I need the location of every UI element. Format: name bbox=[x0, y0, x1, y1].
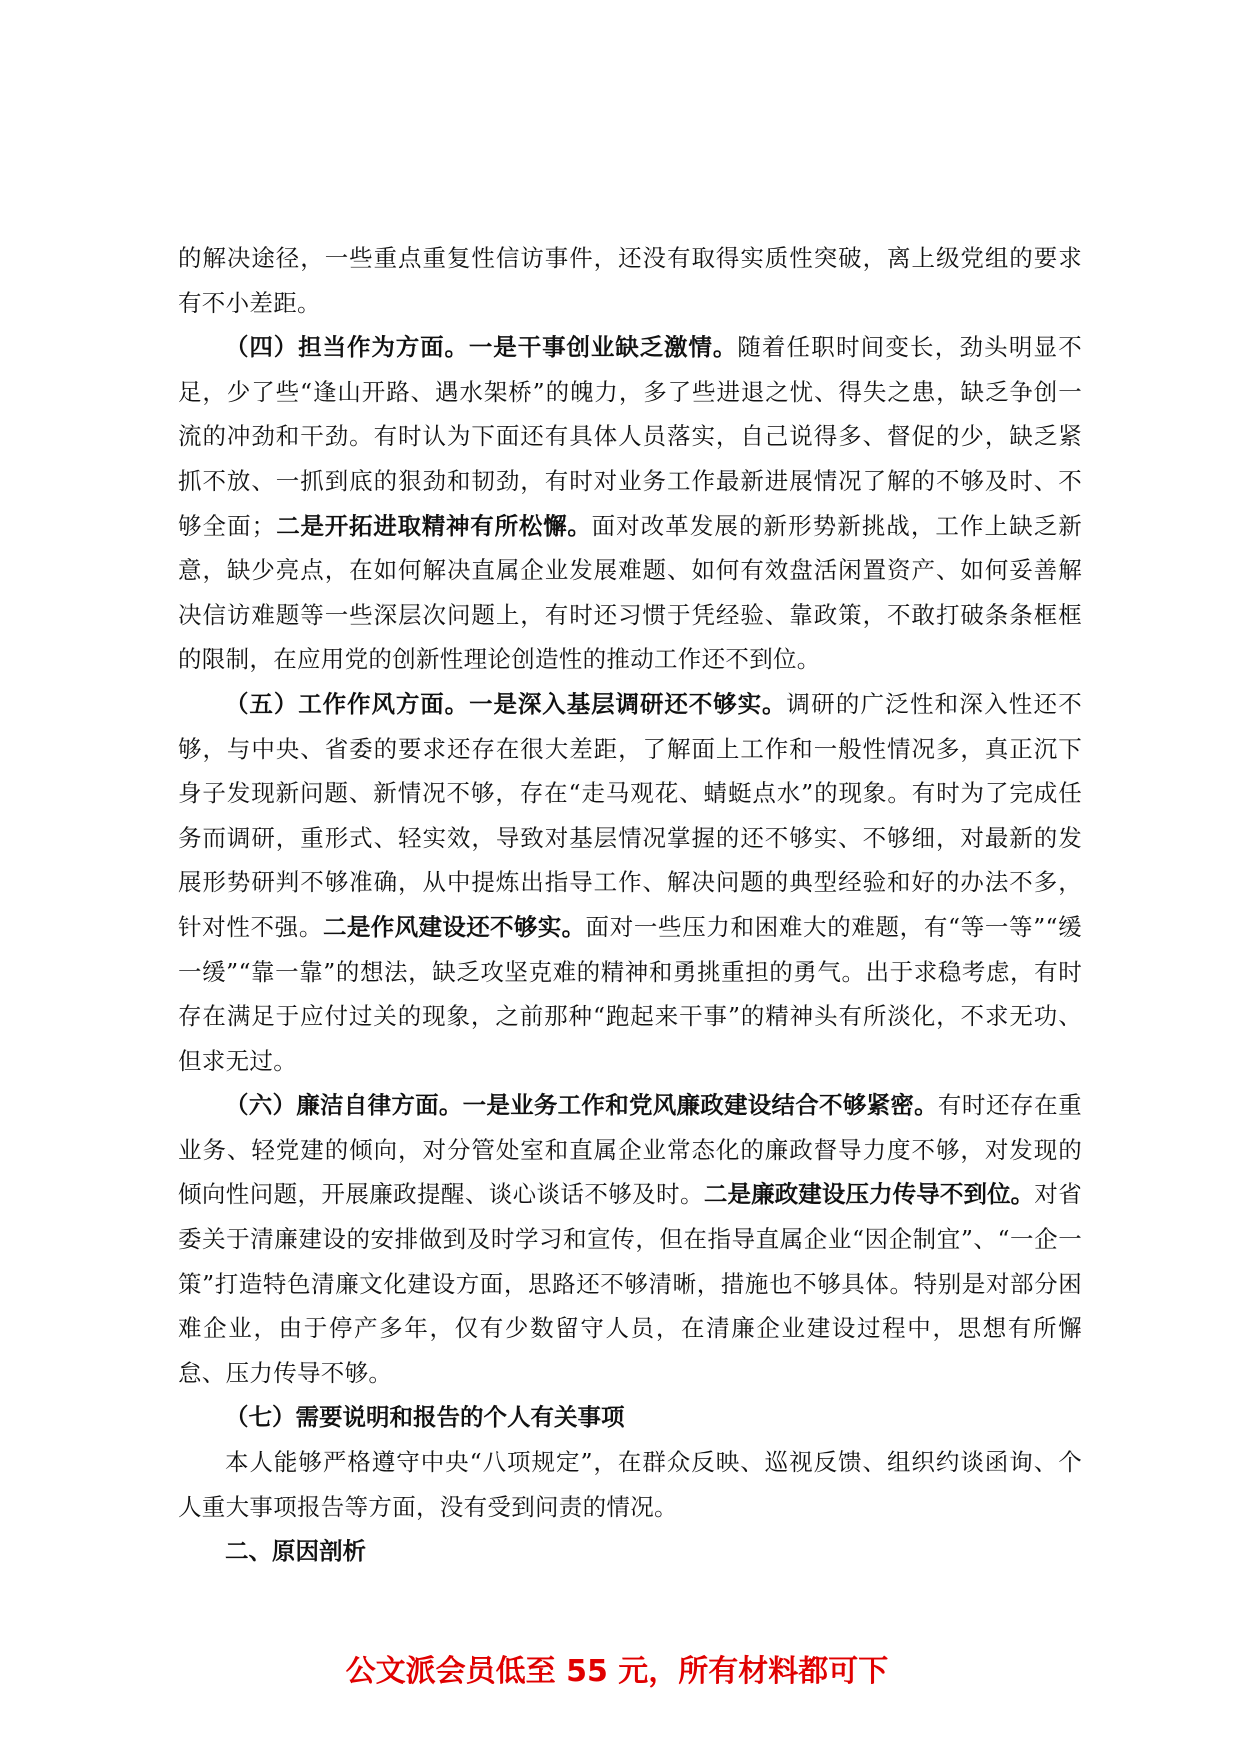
paragraph-section-4 bbox=[178, 325, 1082, 682]
paragraph-text: 本人能够严格遵守中央“八项规定”，在群众反映、巡视反馈、组织约谈函询、个人重大事项报告等方面，没有受到问责的情况。 bbox=[178, 1448, 1082, 1521]
paragraph-section-5 bbox=[178, 682, 1082, 1083]
paragraph-section-7 bbox=[178, 1440, 1082, 1529]
paragraph-continuation bbox=[178, 236, 1082, 325]
paragraph-text: 调研的广泛性和深入性还不够，与中央、省委的要求还存在很大差距，了解面上工作和一般性情况多，真正沉下身子发现新问题、新情况不够，存在“走马观花、蜻蜓点水”的现象。有时为了完成任务而调研，重形式、轻实效，导致对基层情况掌握的还不够实、不够细，对最新的发展形势研判不够准确，从中提炼出指导工作、解决问题的典型经验和好的办法不多，针对性不强。 bbox=[178, 689, 1082, 941]
section-7-heading: （七）需要说明和报告的个人有关事项 bbox=[225, 1403, 625, 1432]
paragraph-text: 面对一些压力和困难大的难题，有“等一等”“缓一缓”“靠一靠”的想法，缺乏攻坚克难的精神和勇挑重担的勇气。出于求稳考虑，有时存在满足于应付过关的现象，之前那种“跑起来干事”的精神头有所淡化，不求无功、但求无过。 bbox=[178, 912, 1082, 1075]
section-5-point-2: 二是作风建设还不够实。 bbox=[323, 912, 586, 941]
paragraph-text: 随着任职时间变长，劲头明显不足，少了些“逢山开路、遇水架桥”的魄力，多了些进退之忧、得失之患，缺乏争创一流的冲劲和干劲。有时认为下面还有具体人员落实，自己说得多、督促的少，缺乏紧抓不放、一抓到底的狠劲和韧劲，有时对业务工作最新进展情况了解的不够及时、不够全面； bbox=[178, 333, 1083, 540]
document-body bbox=[178, 236, 1082, 1574]
part-2-heading: 二、原因剖析 bbox=[225, 1537, 366, 1566]
paragraph-text: 的解决途径，一些重点重复性信访事件，还没有取得实质性突破，离上级党组的要求有不小差距。 bbox=[178, 244, 1082, 317]
paragraph-section-6 bbox=[178, 1083, 1082, 1395]
section-6-heading: （六）廉洁自律方面。一是业务工作和党风廉政建设结合不够紧密。 bbox=[225, 1091, 938, 1120]
paragraph-text: 有时还存在重业务、轻党建的倾向，对分管处室和直属企业常态化的廉政督导力度不够，对发现的倾向性问题，开展廉政提醒、谈心谈话不够及时。 bbox=[178, 1091, 1082, 1209]
section-4-point-2: 二是开拓进取精神有所松懈。 bbox=[275, 511, 592, 540]
section-6-point-2: 二是廉政建设压力传导不到位。 bbox=[703, 1180, 1035, 1209]
paragraph-text: 面对改革发展的新形势新挑战，工作上缺乏新意，缺少亮点，在如何解决直属企业发展难题、如何有效盘活闲置资产、如何妥善解决信访难题等一些深层次问题上，有时还习惯于凭经验、靠政策，不敢打破条条框框的限制，在应用党的创新性理论创造性的推动工作还不到位。 bbox=[178, 511, 1083, 674]
paragraph-text: 对省委关于清廉建设的安排做到及时学习和宣传，但在指导直属企业“因企制宜”、“一企一策”打造特色清廉文化建设方面，思路还不够清晰，措施也不够具体。特别是对部分困难企业，由于停产多年，仅有少数留守人员，在清廉企业建设过程中，思想有所懈怠、压力传导不够。 bbox=[178, 1180, 1082, 1387]
section-4-heading: （四）担当作为方面。一是干事创业缺乏激情。 bbox=[225, 333, 738, 362]
promo-banner: 公文派会员低至 55 元，所有材料都可下 bbox=[345, 1654, 889, 1689]
section-5-heading: （五）工作作风方面。一是深入基层调研还不够实。 bbox=[225, 689, 787, 718]
